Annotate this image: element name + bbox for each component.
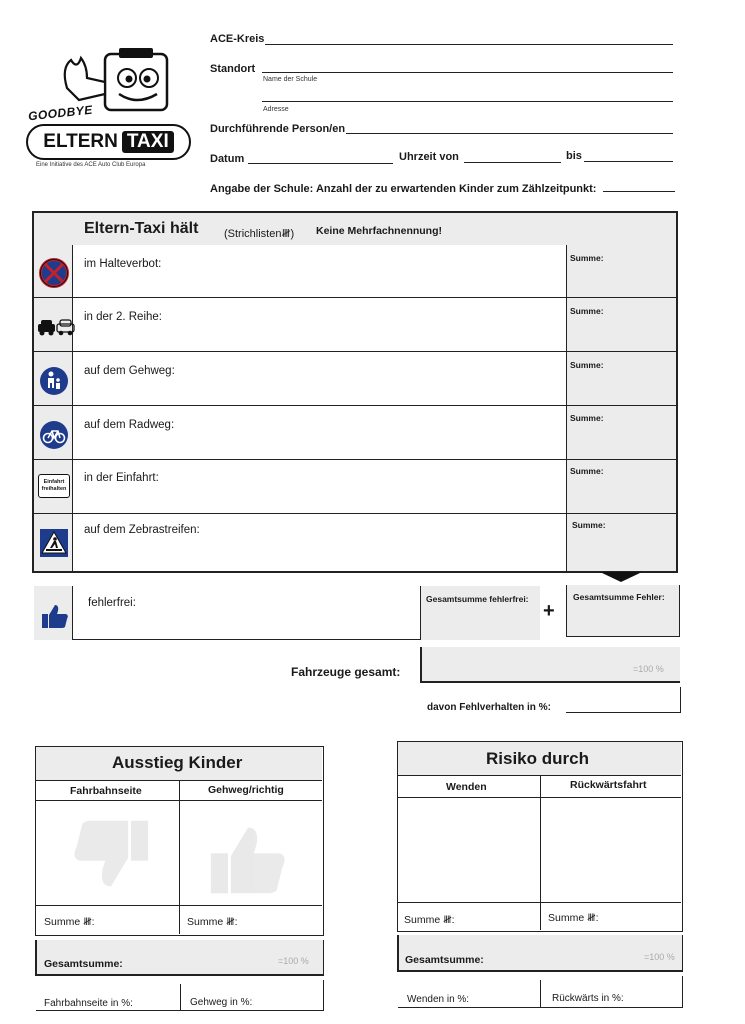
crosswalk-sign-icon xyxy=(39,528,69,558)
ausstieg-gesamt-label: Gesamtsumme: xyxy=(44,958,123,970)
gehweg-pct-label: Gehweg in %: xyxy=(190,997,253,1008)
ausstieg-title: Ausstieg Kinder xyxy=(112,753,243,772)
strichlisten-text: (Strichlisten xyxy=(224,228,282,240)
davon-field[interactable] xyxy=(566,712,680,713)
strichlisten-close: ) xyxy=(290,228,295,240)
row-summe-halteverbot: Summe: xyxy=(570,253,604,263)
ausstieg-col1: Fahrbahnseite xyxy=(70,785,142,797)
fehlerfrei-label: fehlerfrei: xyxy=(88,597,136,609)
fahrzeuge-pct: =100 % xyxy=(633,664,664,674)
risiko-title: Risiko durch xyxy=(486,749,589,768)
risiko-summe2: Summe 𝍸: xyxy=(548,912,599,924)
row-label-zweite-reihe: in der 2. Reihe: xyxy=(84,311,162,323)
row-summe-radweg: Summe: xyxy=(570,413,604,423)
risiko-summe1: Summe 𝍸: xyxy=(404,914,455,926)
ace-kreis-field[interactable] xyxy=(265,44,673,45)
risiko-pct: =100 % xyxy=(644,952,675,962)
rueckwaerts-pct-label: Rückwärts in %: xyxy=(552,993,624,1004)
bis-label: bis xyxy=(566,150,582,162)
risiko-pct-field[interactable] xyxy=(398,1007,683,1008)
logo-goodbye: GOODBYE xyxy=(27,102,94,124)
strichlisten-note xyxy=(224,225,294,244)
ausstieg-summe1: Summe 𝍸: xyxy=(44,916,95,928)
row-summe-einfahrt: Summe: xyxy=(570,466,604,476)
ausstieg-box xyxy=(35,746,324,936)
row-summe-zweite-reihe: Summe: xyxy=(570,306,604,316)
thumbs-up-watermark-icon xyxy=(208,819,288,899)
thumbs-up-icon xyxy=(40,602,70,630)
einfahrt-sign-line1: Einfahrt xyxy=(43,479,65,485)
fahrbahnseite-pct-label: Fahrbahnseite in %: xyxy=(44,998,133,1009)
ausstieg-summe2: Summe 𝍸: xyxy=(187,916,238,928)
plus-sign: + xyxy=(543,600,555,622)
risiko-box xyxy=(397,741,683,932)
wenden-pct-label: Wenden in %: xyxy=(407,994,470,1005)
gesamt-fehler-label: Gesamtsumme Fehler: xyxy=(573,592,665,602)
risiko-pct-right xyxy=(682,976,683,1007)
person-label: Durchführende Person/en xyxy=(210,123,346,135)
gesamt-fehlerfrei-divider xyxy=(420,586,421,640)
risiko-col2: Rückwärtsfahrt xyxy=(570,779,647,791)
ausstieg-pct: =100 % xyxy=(278,956,309,966)
keine-mehrfach: Keine Mehrfachnennung! xyxy=(316,225,443,237)
double-parking-icon xyxy=(37,317,75,337)
adresse-hint: Adresse xyxy=(263,106,289,113)
fahrzeuge-label: Fahrzeuge gesamt: xyxy=(291,665,401,679)
uhrzeit-label: Uhrzeit von xyxy=(399,151,459,163)
logo-subline: Eine Initiative des ACE Auto Club Europa xyxy=(36,162,146,168)
logo-badge xyxy=(26,124,191,160)
gesamt-fehlerfrei-label: Gesamtsumme fehlerfrei: xyxy=(426,594,529,604)
thumbs-down-watermark-icon xyxy=(71,815,151,895)
no-stopping-sign-icon xyxy=(39,258,69,288)
angabe-field[interactable] xyxy=(603,191,675,192)
ace-kreis-label: ACE-Kreis xyxy=(210,33,265,45)
row-label-einfahrt: in der Einfahrt: xyxy=(84,472,159,484)
davon-label: davon Fehlverhalten in %: xyxy=(427,702,551,713)
bicycle-sign-icon xyxy=(39,420,69,450)
uhrzeit-von-field[interactable] xyxy=(464,162,561,163)
pedestrian-sign-icon xyxy=(39,366,69,396)
row-label-gehweg: auf dem Gehweg: xyxy=(84,365,175,377)
table-title: Eltern-Taxi hält xyxy=(84,220,199,237)
risiko-gesamt-label: Gesamtsumme: xyxy=(405,954,484,966)
logo-eltern: ELTERN xyxy=(43,131,118,152)
fehlerfrei-divider xyxy=(72,586,73,640)
einfahrt-sign-icon xyxy=(38,474,70,498)
ausstieg-pct-right xyxy=(323,980,324,1010)
einfahrt-sign-line2: freihalten xyxy=(41,486,67,492)
datum-label: Datum xyxy=(210,153,245,165)
schulname-field[interactable] xyxy=(262,72,673,73)
ausstieg-pct-divider xyxy=(180,984,181,1010)
row-summe-gehweg: Summe: xyxy=(570,360,604,370)
ausstieg-pct-field[interactable] xyxy=(36,1010,324,1011)
schulname-hint: Name der Schule xyxy=(263,76,318,83)
ausstieg-col2: Gehweg/richtig xyxy=(208,784,284,796)
row-label-radweg: auf dem Radweg: xyxy=(84,419,175,431)
person-field[interactable] xyxy=(346,133,673,134)
risiko-pct-divider xyxy=(540,980,541,1007)
row-summe-zebrastreifen: Summe: xyxy=(572,520,606,530)
davon-right-line xyxy=(680,687,681,713)
datum-field[interactable] xyxy=(248,163,393,164)
row-label-halteverbot: im Halteverbot: xyxy=(84,258,162,270)
arrow-down-icon xyxy=(600,572,642,582)
tally-mark: 𝍸 xyxy=(281,228,291,240)
standort-label: Standort xyxy=(210,63,256,75)
risiko-col1: Wenden xyxy=(446,781,487,793)
adresse-field[interactable] xyxy=(262,101,673,102)
row-label-zebrastreifen: auf dem Zebrastreifen: xyxy=(84,524,200,536)
logo-taxi: TAXI xyxy=(122,131,174,153)
angabe-label: Angabe der Schule: Anzahl der zu erwartenden Kinder zum Zählzeitpunkt: xyxy=(210,183,597,195)
uhrzeit-bis-field[interactable] xyxy=(584,161,673,162)
logo xyxy=(22,48,197,173)
